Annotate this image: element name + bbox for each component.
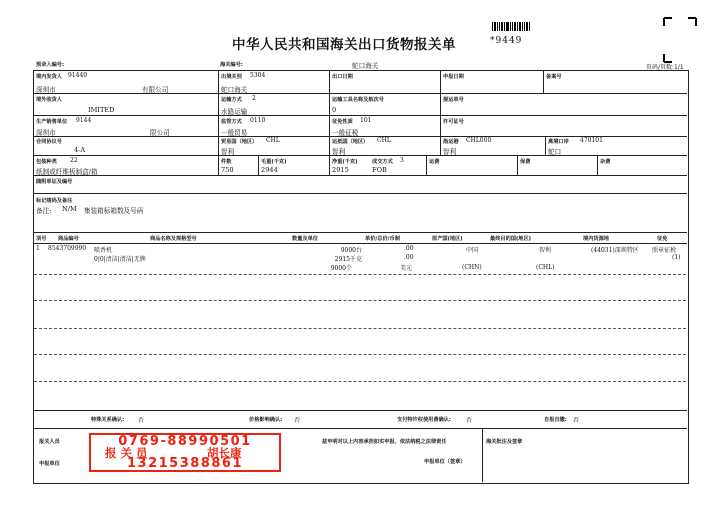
royalty-value: 否	[466, 417, 473, 424]
customs-no-label: 海关编号:	[220, 62, 243, 68]
exit-port-name: 蛇口	[548, 148, 562, 156]
bill-label: 提运单号	[443, 97, 464, 103]
seal-label: 申报单位（签章）	[424, 459, 466, 465]
qty-3: 9000个	[330, 265, 352, 272]
col-levy: 征免	[657, 236, 668, 242]
net-label: 净重(千克)	[332, 159, 358, 165]
form-frame	[33, 70, 689, 484]
goods-spec: 0|0|清洁|清洁|无牌	[94, 256, 146, 263]
price-total: .00	[404, 254, 414, 261]
dest-country-code: CHL	[377, 137, 391, 144]
contract-label: 合同协议号	[36, 139, 62, 145]
declarant-stamp	[89, 433, 281, 472]
col-source: 境内货源地	[583, 236, 609, 242]
dest-name: 智利	[539, 247, 552, 254]
item-no: 1	[36, 245, 40, 252]
col-qty-unit: 数量及单位	[292, 236, 318, 242]
export-port-name: 蛇口海关	[221, 86, 248, 94]
consignor-name: 深圳市	[36, 86, 56, 94]
consignor-code: 91440	[68, 72, 88, 79]
supervision-label: 监管方式	[221, 119, 242, 125]
price-confirm-label: 价格影响确认:	[249, 417, 283, 423]
deal-name: FOB	[372, 166, 387, 174]
corner-mark-icon	[660, 14, 700, 64]
remark-text: 集装箱标箱数及号码	[84, 207, 144, 215]
transport-mode-name: 水路运输	[221, 108, 248, 116]
page-title: 中华人民共和国海关出口货物报关单	[232, 37, 456, 53]
special-label: 特殊关系确认:	[91, 417, 125, 423]
contract-value: 4-A	[74, 146, 86, 154]
stamp-phone1: 0769-88990501	[118, 434, 252, 449]
levy-code: 101	[360, 117, 372, 124]
col-origin: 原产国(地区)	[432, 236, 463, 242]
royalty-label: 支付特许权使用费确认:	[397, 417, 451, 423]
exit-port-label: 离境口岸	[548, 139, 569, 145]
misc-label: 杂费	[600, 159, 611, 165]
docs-label: 随附单证及编号	[36, 179, 73, 185]
trade-country-name: 智利	[221, 148, 235, 156]
declare-date-label: 申报日期	[443, 74, 464, 80]
levy-name: 一般征税	[332, 129, 359, 137]
prerecord-label: 预录入编号:	[36, 62, 65, 68]
goods-levy-name: 照章征税	[652, 247, 677, 254]
self-label: 自报自缴:	[544, 417, 567, 423]
remark-na: N/M	[62, 205, 77, 213]
col-name-spec: 商品名称及规格型号	[150, 236, 197, 242]
col-item-no: 项号	[36, 236, 47, 242]
col-final-dest: 最终目的国(地区)	[490, 236, 532, 242]
consignor-label: 境内发货人	[36, 74, 62, 80]
export-date-label: 出口日期	[332, 74, 353, 80]
qty-2: 2915千克	[334, 256, 362, 263]
stamp-name: 胡长康	[207, 446, 242, 460]
deal-code: 3	[400, 157, 404, 164]
statement: 兹申明对以上内容承担如实申报、依法纳税之法律责任	[322, 439, 447, 445]
package-label: 包装种类	[36, 159, 57, 165]
goods-source: (44031)深圳特区	[591, 247, 639, 254]
transport-mode-code: 2	[252, 95, 256, 102]
gross-label: 毛重(千克)	[261, 159, 287, 165]
dest-country-name: 智利	[332, 148, 346, 156]
goods-levy-code: (1)	[672, 254, 681, 261]
col-hs-code: 商品编号	[58, 236, 79, 242]
deal-label: 成交方式	[372, 159, 393, 165]
package-code: 22	[70, 157, 78, 164]
dest-country-label: 运抵国（地区）	[332, 139, 369, 145]
origin-name: 中国	[466, 247, 479, 254]
declarant-label: 报关人员	[39, 439, 60, 445]
dest-code: (CHL)	[536, 264, 555, 271]
special-value: 否	[138, 417, 145, 424]
price-confirm-value: 否	[294, 417, 301, 424]
consignor-suffix: 有限公司	[142, 86, 169, 94]
port-label: 指运港	[443, 139, 459, 145]
trade-country-label: 贸易国（地区）	[221, 139, 258, 145]
pieces-value: 750	[221, 166, 234, 174]
customs-note-label: 海关批注及签章	[486, 439, 523, 445]
export-port-code: 5304	[250, 72, 266, 79]
package-name: 纸制或纤维板制盒/箱	[36, 168, 98, 176]
supervision-code: 0110	[250, 117, 266, 124]
consignee-label: 境外收货人	[36, 97, 62, 103]
transport-mode-label: 运输方式	[221, 97, 242, 103]
vessel-value: 0	[332, 106, 337, 114]
levy-label: 征免性质	[332, 119, 353, 125]
stamp-phone2: 13215388861	[127, 456, 243, 471]
vessel-label: 运输工具名称及航次号	[332, 97, 384, 103]
producer-name: 深圳市	[36, 129, 56, 137]
pieces-label: 件数	[221, 159, 232, 165]
consignee-name: IMITED	[88, 106, 115, 114]
license-label: 许可证号	[443, 119, 464, 125]
qty-1: 9000台	[340, 247, 362, 254]
record-no-label: 备案号	[546, 74, 562, 80]
self-value: 否	[573, 417, 580, 424]
supervision-name: 一般贸易	[221, 129, 248, 137]
origin-code: (CHN)	[462, 264, 482, 271]
price-unit: .00	[404, 245, 414, 252]
producer-label: 生产销售单位	[36, 119, 68, 125]
goods-name: 喷香机	[94, 247, 113, 254]
pages-label: 页码/页数:1/1	[646, 64, 684, 71]
remark-prefix: 备注:	[36, 207, 52, 215]
producer-code: 9144	[76, 117, 92, 124]
col-price: 单价/总价/币制	[365, 236, 400, 242]
port-name: 智利	[443, 148, 457, 156]
barcode-icon	[492, 22, 532, 36]
net-value: 2915	[332, 166, 349, 174]
unit-label: 申报单位	[39, 461, 60, 467]
hs-code: 8543709990	[48, 245, 87, 252]
insurance-label: 保费	[520, 159, 531, 165]
trade-country-code: CHL	[266, 137, 280, 144]
stamp-role: 报 关 员	[105, 446, 148, 460]
customs-office: 蛇口海关	[352, 62, 379, 70]
currency: 美元	[400, 265, 413, 272]
port-code: CHL000	[466, 137, 492, 144]
barcode-text: *9449	[490, 36, 523, 46]
marks-label: 标记唛码及备注	[36, 198, 73, 204]
freight-label: 运费	[429, 159, 440, 165]
gross-value: 2944	[261, 166, 278, 174]
exit-port-code: 470101	[580, 137, 603, 144]
producer-suffix: 限公司	[150, 129, 170, 137]
export-port-label: 出境关别	[221, 74, 242, 80]
